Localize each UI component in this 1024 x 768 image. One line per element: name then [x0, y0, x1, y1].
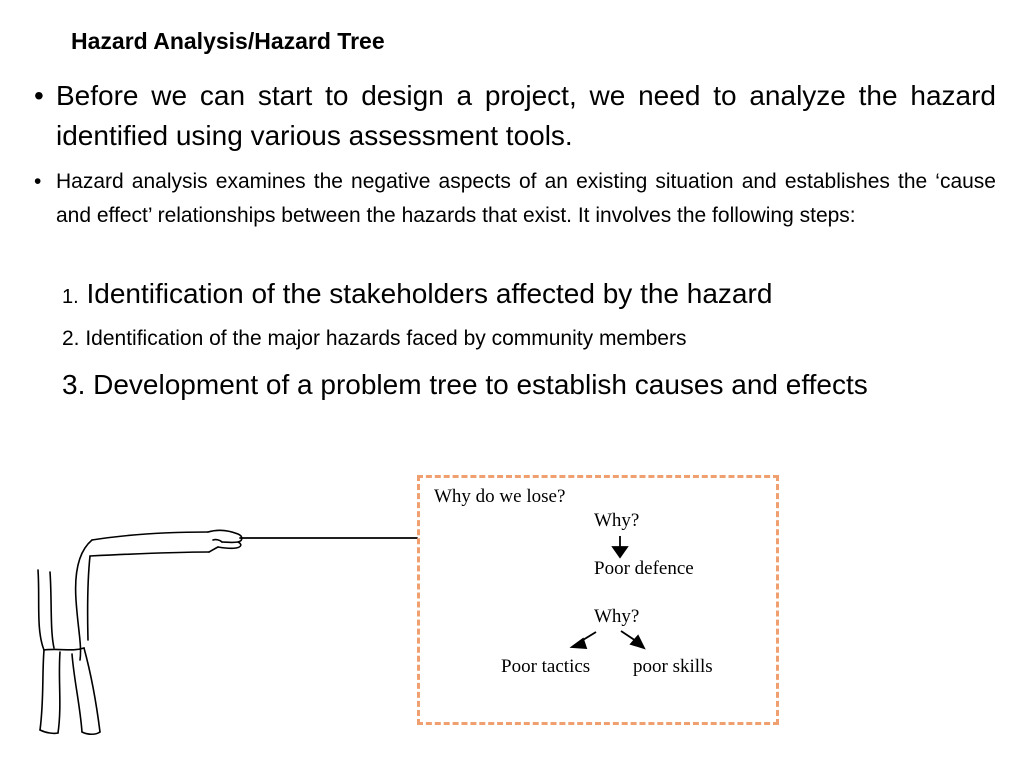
- tree-why-2: Why?: [594, 606, 640, 627]
- tree-question: Why do we lose?: [434, 486, 566, 507]
- tree-why-1: Why?: [594, 510, 640, 531]
- tree-node-poor-defence: Poor defence: [594, 558, 694, 579]
- step-number: 1.: [62, 286, 79, 308]
- bullet-text: Before we can start to design a project, we need to analyze the hazard identified using various assessment tools.: [56, 80, 996, 151]
- bullet-dot: •: [34, 80, 44, 111]
- step-text: Development of a problem tree to establish causes and effects: [85, 369, 868, 400]
- bullet-text: Hazard analysis examines the negative aspects of an existing situation and establishes the ‘cause and effect’ relationships between the hazards that exist. It involves the following steps:: [56, 170, 996, 227]
- step-number: 2.: [62, 327, 80, 350]
- person-pointing-icon: [38, 530, 417, 734]
- tree-leaf-poor-tactics: Poor tactics: [501, 656, 591, 677]
- slide-title: Hazard Analysis/Hazard Tree: [71, 28, 385, 54]
- bullet-dot: •: [34, 170, 42, 193]
- step-number: 3.: [62, 369, 86, 400]
- step-text: Identification of the major hazards faced by community members: [79, 327, 687, 350]
- tree-leaf-poor-skills: poor skills: [633, 656, 713, 677]
- step-text: Identification of the stakeholders affected by the hazard: [78, 278, 773, 309]
